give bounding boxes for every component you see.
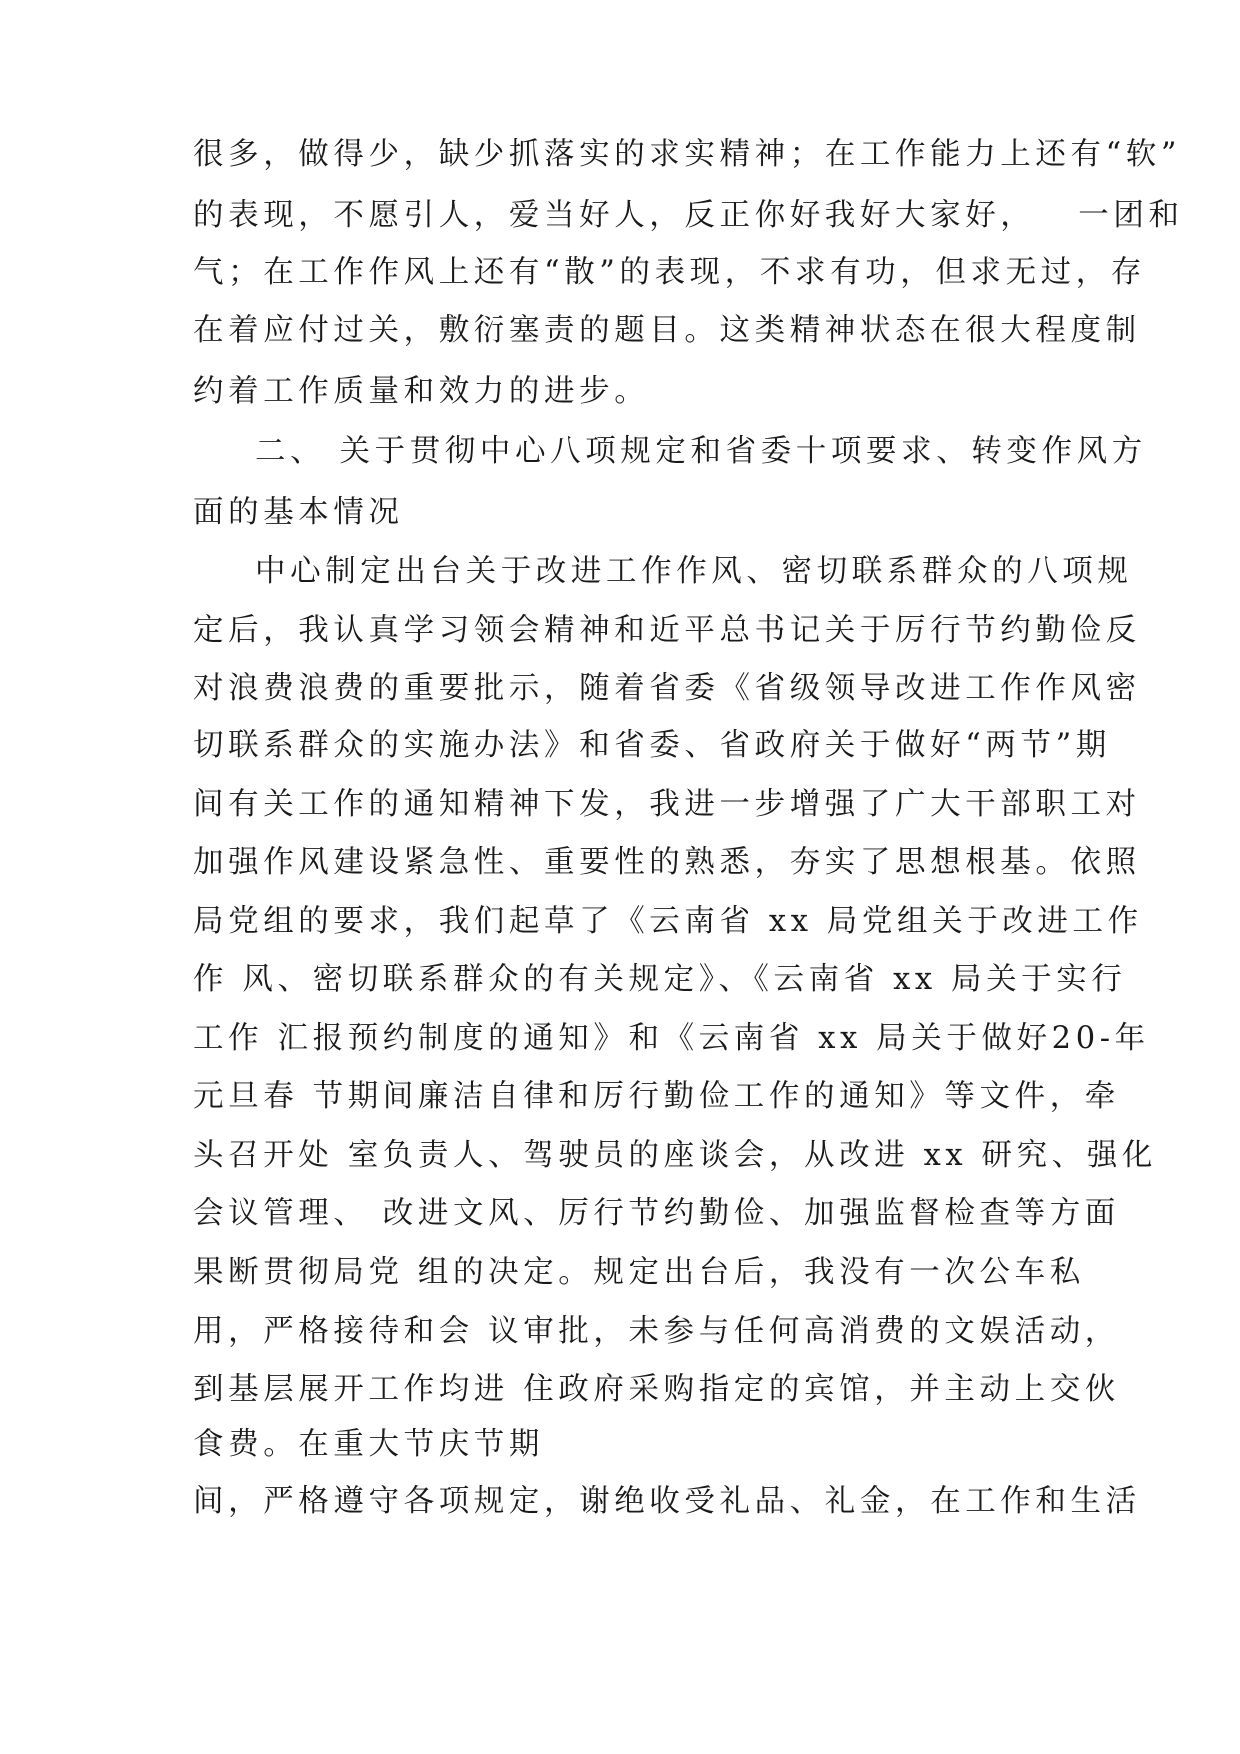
paragraph-first-line: 中心制定出台关于改进工作作风、密切联系群众的八项规 (255, 554, 1133, 589)
text-line: 食费。在重大节庆节期 (193, 1427, 544, 1462)
text-line: 工作 汇报预约制度的通知》和《云南省 xx 局关于做好20-年 (193, 1021, 1150, 1056)
section-heading: 二、 关于贯彻中心八项规定和省委十项要求、转变作风方 (255, 434, 1147, 469)
text-line: 元旦春 节期间廉洁自律和厉行勤俭工作的通知》等文件，牵 (193, 1079, 1120, 1114)
text-line: 间有关工作的通知精神下发，我进一步增强了广大干部职工对 (193, 787, 1141, 822)
text-line: 果断贯彻局党 组的决定。规定出台后，我没有一次公车私 (193, 1255, 1085, 1290)
text-line: 到基层展开工作均进 住政府采购指定的宾馆，并主动上交伙 (193, 1372, 1120, 1407)
text-line: 会议管理、 改进文风、厉行节约勤俭、加强监督检查等方面 (193, 1196, 1120, 1231)
text-line: 气；在工作作风上还有“散”的表现，不求有功，但求无过，存 (193, 255, 1146, 290)
text-line: 头召开处 室负责人、驾驶员的座谈会，从改进 xx 研究、强化 (193, 1138, 1157, 1173)
text-line: 在着应付过关，敷衍塞责的题目。这类精神状态在很大程度制 (193, 313, 1141, 348)
section-heading-continued: 面的基本情况 (193, 495, 404, 530)
text-line: 的表现，不愿引人，爱当好人，反正你好我好大家好， 一团和 (193, 198, 1184, 233)
text-line: 定后，我认真学习领会精神和近平总书记关于厉行节约勤俭反 (193, 613, 1141, 648)
text-line: 很多，做得少，缺少抓落实的求实精神；在工作能力上还有“软” (193, 137, 1182, 172)
text-line: 间，严格遵守各项规定，谢绝收受礼品、礼金，在工作和生活 (193, 1484, 1141, 1519)
text-line: 切联系群众的实施办法》和省委、省政府关于做好“两节”期 (193, 728, 1111, 763)
text-line: 用，严格接待和会 议审批，未参与任何高消费的文娱活动， (193, 1314, 1120, 1349)
text-line: 局党组的要求，我们起草了《云南省 xx 局党组关于改进工作 (193, 904, 1143, 939)
text-line: 对浪费浪费的重要批示，随着省委《省级领导改进工作作风密 (193, 671, 1141, 706)
text-line: 加强作风建设紧急性、重要性的熟悉，夯实了思想根基。依照 (193, 845, 1141, 880)
text-line: 约着工作质量和效力的进步。 (193, 374, 650, 409)
text-line: 作 风、密切联系群众的有关规定》、《云南省 xx 局关于实行 (193, 962, 1127, 997)
